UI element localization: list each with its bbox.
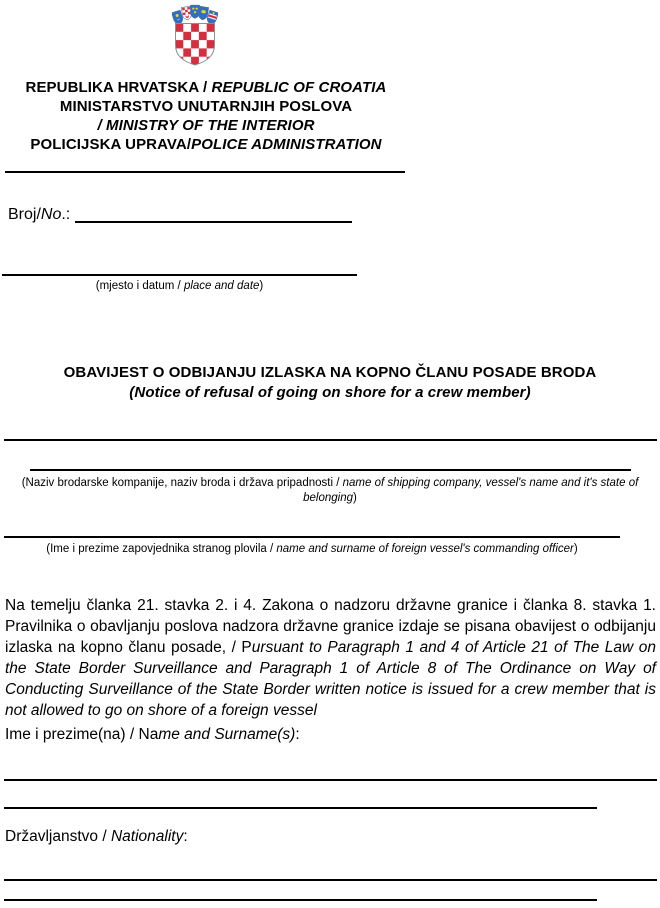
name-label-hr: Ime i prezime(na) / Na [5,726,159,743]
company-caption: (Naziv brodarske kompanije, naziv broda i država pripadnosti / name of shipping company, vessel's name and it's state of belonging) [21,477,639,504]
name-blank-line-2[interactable] [4,807,597,809]
nationality-label-en: Nationality [110,828,184,845]
number-blank-line[interactable] [75,221,352,223]
commander-blank-line[interactable] [4,536,620,538]
number-label-en: No [40,206,62,223]
company-blank-line-2[interactable] [30,469,631,471]
company-blank-line-1[interactable] [4,439,657,441]
place-date-caption-en: place and date [183,280,260,292]
croatian-coat-of-arms-icon [172,3,218,66]
header-line-police [0,135,412,154]
commander-caption-hr: (Ime i prezime zapovjednika stranog plovila / [46,543,277,555]
nationality-field-label: Državljanstvo / Nationality: [5,828,188,845]
legal-paragraph-en: ursuant to Paragraph 1 and 4 of Article 21 of The Law on the State Border Surveillance and Paragraph 1 of Article 8 of The Ordinance on Way of Conducting Surveillance of the State Border written notice is issued for a crew member that is not allowed to go on shore of a foreign vessel [5,639,656,719]
document-title-hr: OBAVIJEST O ODBIJANJU IZLASKA NA KOPNO ČLANU POSADE BRODA [63,364,597,381]
number-label-suffix: .: [61,206,71,223]
nationality-label-hr: Državljanstvo / [5,828,111,845]
header-police-hr: POLICIJSKA UPRAVA/ [30,136,192,153]
company-caption-hr: (Naziv brodarske kompanije, naziv broda i država pripadnosti / [21,477,343,489]
number-field-label [8,206,70,224]
header-police-en: POLICE ADMINISTRATION [191,136,382,153]
commander-caption: (Ime i prezime zapovjednika stranog plovila / name and surname of foreign vessel's commanding officer) [46,543,578,555]
place-date-caption: (mjesto i datum / place and date) [95,280,264,292]
header-line-republic [0,78,412,97]
header-republic-hr: REPUBLIKA HRVATSKA / [25,79,212,96]
company-caption-en: name of shipping company, vessel's name and it's state of belonging [303,477,639,504]
nationality-blank-line-2[interactable] [4,899,597,901]
place-date-blank-line[interactable] [2,274,357,276]
legal-basis-paragraph [5,595,656,721]
place-date-caption-hr: (mjesto i datum / [95,280,184,292]
commander-caption-en: name and surname of foreign vessel's commanding officer [276,543,574,555]
header-line-ministry-en: / MINISTRY OF THE INTERIOR [97,117,315,134]
name-field-label: Ime i prezime(na) / Name and Surname(s): [5,726,300,743]
header-republic-en: REPUBLIC OF CROATIA [211,79,387,96]
document-title [0,363,660,403]
document-title-en: (Notice of refusal of going on shore for a crew member) [129,384,531,401]
nationality-blank-line-1[interactable] [4,879,657,881]
number-label-hr: Broj/ [8,206,41,223]
header-line-ministry-hr: MINISTARSTVO UNUTARNJIH POSLOVA [59,98,353,115]
police-administration-blank-line[interactable] [5,171,405,173]
name-blank-line-1[interactable] [4,779,657,781]
institution-header [0,78,412,154]
legal-paragraph-hr: Na temelju članka 21. stavka 2. i 4. Zakona o nadzoru državne granice i članka 8. stavka 1. Pravilnika o obavljanju poslova nadzora državne granice izdaje se pisana obavijest o odbijanju izlaska na kopno članu posade, / P [5,597,656,656]
name-label-en: me and Surname(s) [158,726,296,743]
